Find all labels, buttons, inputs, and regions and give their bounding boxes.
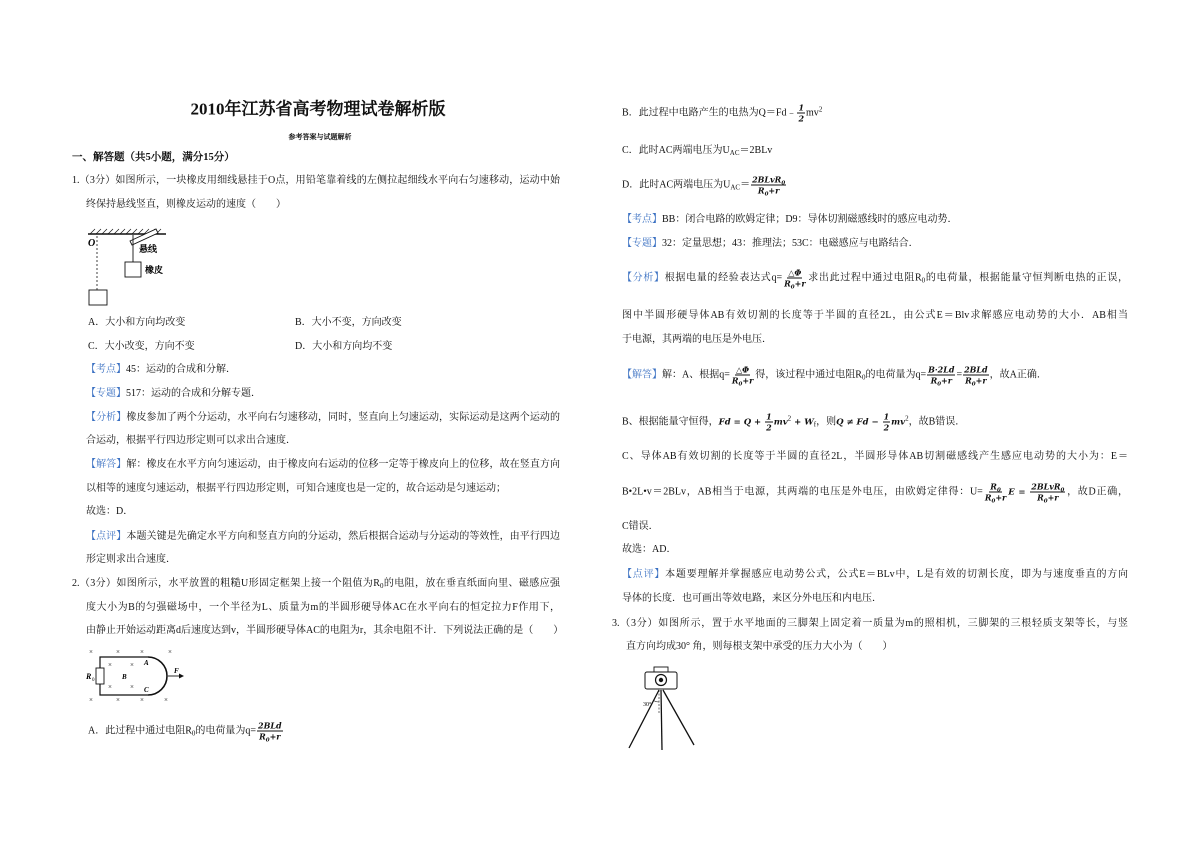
text-run: 得，该过程中通过电阻R [755, 369, 862, 381]
section-tag: 【考点】 [622, 214, 662, 225]
subscript: 0 [937, 381, 942, 388]
subscript: 0 [379, 582, 384, 590]
text-run: 45：运动的合成和分解． [126, 364, 236, 375]
text-run: ，故B错误． [908, 416, 966, 428]
field-cross: × [168, 648, 172, 656]
angle-label: 30° [643, 702, 652, 708]
fraction [927, 365, 955, 386]
q1-option-a: A．大小和方向均改变 [88, 317, 186, 328]
fraction-denominator [258, 732, 281, 742]
field-b-label: B [122, 673, 127, 681]
text-run: 32：定量思想；43：推理法；53C：电磁感应与电路结合． [662, 238, 919, 249]
subscript: f [813, 420, 817, 429]
q2-stem-line-1 [72, 577, 560, 591]
text-run: △Φ [788, 267, 802, 278]
fraction-denominator [964, 376, 987, 386]
text-run: 2 [883, 422, 890, 433]
q1-option-c: C．大小改变，方向不变 [88, 341, 195, 352]
q2-option-b [622, 103, 822, 124]
point-c-label: C [144, 686, 149, 694]
text-run: B．此过程中电路产生的电热为Q＝Fd﹣ [622, 107, 797, 119]
resistor-label: R [86, 672, 92, 681]
subscript: 0 [764, 191, 769, 198]
field-cross: × [108, 683, 112, 691]
field-cross: × [140, 648, 144, 656]
section-tag: 【解答】 [622, 369, 662, 381]
text-run: R [984, 492, 992, 503]
text-run: 1 [766, 411, 772, 422]
q2-option-d [622, 175, 787, 196]
point-a-label: A [144, 659, 149, 667]
text-run: ＝2BLv [739, 145, 773, 156]
fraction [1030, 482, 1065, 503]
fraction-denominator [765, 423, 773, 433]
q2-jieda-line-3 [622, 450, 1128, 464]
text-run: +r [941, 375, 952, 386]
text-run: R [757, 185, 765, 196]
text-run: 2 [798, 113, 805, 124]
subscript: 0 [971, 381, 976, 388]
text-run: A．此过程中通过电阻R [88, 725, 192, 737]
text-run: 解：A、根据q= [662, 369, 730, 381]
camera-lens-center [659, 678, 663, 682]
text-run: +r [768, 185, 780, 196]
fraction [257, 721, 283, 742]
eraser-initial-box [89, 290, 107, 305]
field-cross: × [89, 696, 93, 704]
resistor-label-subscript: 0 [92, 678, 95, 683]
math-run: E = [1008, 487, 1030, 498]
text-run: +r [1047, 492, 1059, 503]
text-run: 3.（3分）如图所示，置于水平地面的三脚架上固定着一质量为m的照相机，三脚架的三根轻质支架等长，与竖 [612, 618, 1128, 629]
string-label: 悬线 [139, 244, 158, 254]
q1-jieda-line-1 [86, 458, 560, 472]
text-run: 度大小为B的匀强磁场中，一个半径为L、质量为m的半圆形硬导体AC在水平向右的恒定拉力F作用下， [86, 602, 560, 613]
fraction-denominator [783, 279, 806, 289]
fraction-numerator [1030, 482, 1065, 493]
q1-eraser-figure [86, 226, 170, 308]
q1-dianping-line-2 [86, 553, 176, 567]
text-run: C错误． [622, 521, 659, 532]
q2-jieda-line-4 [622, 482, 1128, 503]
math-run: mv [891, 417, 906, 428]
q3-stem-line-1 [612, 617, 1128, 631]
text-run: B·2Ld [928, 364, 955, 375]
fraction-numerator [765, 412, 773, 423]
text-run: 根据电量的经验表达式q= [664, 272, 783, 284]
field-cross: × [116, 648, 120, 656]
text-run: 2BLvR [1031, 481, 1061, 492]
eraser-label: 橡皮 [145, 265, 164, 275]
fraction-denominator [757, 186, 780, 196]
superscript: 2 [787, 414, 792, 423]
subscript: 0 [191, 729, 196, 738]
text-run: 本题要理解并掌握感应电动势公式，公式E＝BLv中，L是有效的切割长度，即为与速度垂直的方向 [665, 569, 1129, 580]
text-run: ＝ [740, 179, 751, 191]
text-run: 517：运动的合成和分解专题． [126, 388, 261, 399]
subscript: 0 [781, 180, 786, 187]
text-run: 由静止开始运动距离d后速度达到v，半圆形硬导体AC的电阻为r，其余电阻不计．下列说法正确的是（ ） [86, 625, 564, 636]
text-run: 2BLd [258, 720, 282, 731]
section-tag: 【解答】 [86, 459, 127, 470]
q2-jieda-line-1 [622, 365, 1047, 386]
text-run: R [965, 375, 972, 386]
fraction [765, 412, 773, 433]
q2-jieda-line-2 [622, 412, 965, 433]
q3-tripod-camera-figure [626, 662, 700, 752]
q1-answer [86, 505, 133, 519]
subscript: AC [730, 183, 741, 192]
text-run: 的电荷量为q= [195, 725, 257, 737]
q2-option-c [622, 144, 772, 158]
text-run: B、根据能量守恒得， [622, 416, 719, 428]
field-cross: × [140, 696, 144, 704]
semicircle-conductor [148, 657, 167, 695]
tripod-leg-middle [661, 690, 662, 750]
text-run: +r [975, 375, 987, 386]
subscript: 0 [996, 487, 1001, 494]
fraction [731, 365, 754, 386]
text-run: 的电荷量，根据能量守恒判断电热的正误， [925, 272, 1129, 284]
text-run: 的电荷量为q= [865, 369, 927, 381]
text-run: +r [794, 278, 806, 289]
q2-fenxi-line-2 [622, 309, 1128, 323]
text-run: ，则 [816, 416, 837, 428]
text-run: 终保持悬线竖直，则橡皮运动的速度（ ） [86, 199, 286, 210]
page-subtitle: 参考答案与试题解析 [288, 133, 352, 141]
math-run: Q ≠ Fd − [836, 417, 882, 428]
text-run: 橡皮参加了两个分运动，水平向右匀速移动，同时，竖直向上匀速运动，实际运动是这两个运动的 [126, 412, 561, 423]
fraction-numerator [797, 103, 805, 114]
superscript: 2 [818, 105, 823, 114]
q2-zhuanti [622, 237, 919, 251]
section-tag: 【点评】 [86, 531, 127, 542]
text-run: R [930, 375, 938, 386]
q1-option-b: B．大小不变，方向改变 [295, 317, 402, 328]
section-tag: 【点评】 [622, 569, 666, 580]
resistor-symbol [96, 668, 104, 684]
text-run: 于电源，其两端的电压是外电压． [622, 334, 772, 345]
fraction-numerator [989, 482, 1001, 493]
fraction-numerator [883, 412, 891, 423]
fraction-denominator [797, 114, 805, 124]
text-run: C．此时AC两端电压为U [622, 145, 730, 156]
text-run: +r [995, 492, 1007, 503]
subscript: AC [729, 149, 740, 157]
subscript: 0 [1043, 498, 1048, 505]
point-o-label: O [88, 238, 96, 249]
fraction-denominator [930, 376, 953, 386]
q1-dianping-line-1 [86, 530, 560, 544]
subscript: 0 [991, 498, 996, 505]
angle-arc [654, 701, 660, 702]
field-cross: × [130, 683, 134, 691]
q1-zhuanti [86, 387, 261, 401]
q2-jieda-line-5 [622, 520, 659, 534]
math-run: Fd = Q + [718, 417, 765, 428]
text-run: 解：橡皮在水平方向匀速运动，由于橡皮向右运动的位移一定等于橡皮向上的位移，故在竖直方向 [126, 459, 561, 470]
q2-stem-line-3 [86, 624, 564, 638]
q2-answer [622, 543, 676, 557]
text-run: 本题关键是先确定水平方向和竖直方向的分运动，然后根据合运动与分运动的等效性，由平行四边 [126, 531, 561, 542]
fraction-numerator [257, 721, 283, 732]
q2-fenxi-line-3 [622, 333, 772, 347]
section-tag: 【专题】 [86, 388, 126, 399]
math-run: mv [773, 417, 788, 428]
text-run: BB：闭合电路的欧姆定律；D9：导体切割磁感线时的感应电动势． [662, 214, 958, 225]
text-run: 1.（3分）如图所示，一块橡皮用细线悬挂于O点，用铅笔靠着线的左侧拉起细线水平向右匀速移动，运动中始 [72, 175, 560, 186]
q1-fenxi-line-2 [86, 434, 296, 448]
text-run: ，故A正确． [989, 369, 1047, 381]
eraser-box [125, 262, 141, 277]
q2-dianping-line-1 [622, 568, 1128, 582]
text-run: △Φ [736, 364, 750, 375]
q1-stem-line-1 [72, 174, 560, 188]
subscript: 0 [790, 284, 795, 291]
q1-option-d: D．大小和方向均不变 [295, 341, 393, 352]
text-run: mv [806, 107, 819, 119]
q1-fenxi-line-1 [86, 411, 560, 425]
fraction-numerator [735, 365, 750, 376]
text-run: 故选：AD． [622, 544, 677, 555]
q1-kaodian [86, 363, 236, 377]
fraction-numerator [787, 268, 802, 279]
text-run: R [784, 278, 791, 289]
text-run: B•2L•v＝2BLv，AB相当于电源，其两端的电压是外电压，由欧姆定律得：U= [622, 486, 983, 498]
fraction [783, 268, 806, 289]
text-run: 导体的长度．也可画出等效电路，来区分外电压和内电压． [622, 593, 882, 604]
text-run: 2 [766, 422, 772, 433]
section-tag: 【分析】 [86, 412, 127, 423]
q2-fenxi-line-1 [622, 268, 1128, 289]
subscript: 0 [921, 276, 926, 285]
q2-stem-line-2 [86, 601, 560, 615]
field-cross: × [116, 696, 120, 704]
fraction-denominator [883, 423, 891, 433]
fraction [797, 103, 805, 124]
q2-circuit-figure [86, 645, 186, 705]
fraction-denominator [731, 376, 754, 386]
text-run: 1 [883, 411, 890, 422]
text-run: R [1037, 492, 1044, 503]
text-run: ，故D正确， [1066, 486, 1128, 498]
text-run: +r [269, 731, 281, 742]
text-run: 求出此过程中通过电阻R [807, 272, 922, 284]
field-cross: × [164, 696, 168, 704]
q1-stem-line-2 [86, 198, 286, 212]
superscript: 2 [905, 414, 909, 423]
text-run: C、导体AB有效切割的长度等于半圆的直径2L，半圆形导体AB切割磁感线产生感应电动势的大小为：E＝ [622, 451, 1128, 462]
section-tag: 【考点】 [86, 364, 126, 375]
text-run: 2.（3分）如图所示，水平放置的粗糙U形固定框架上接一个阻值为R [72, 578, 380, 589]
field-cross: × [108, 661, 112, 669]
field-cross: × [89, 648, 93, 656]
q2-option-a [88, 721, 284, 742]
tripod-leg-right [663, 690, 694, 745]
fraction-denominator [984, 493, 1007, 503]
text-run: R [990, 481, 997, 492]
q3-stem-line-2 [626, 640, 893, 654]
text-run: 2BLd [964, 364, 988, 375]
text-run: 直方向均成30° 角，则每根支架中承受的压力大小为（ ） [626, 641, 893, 652]
text-run: 2BLvR [752, 174, 782, 185]
field-cross: × [130, 661, 134, 669]
text-run: R [259, 731, 266, 742]
text-run: = [956, 369, 963, 381]
fraction [963, 365, 989, 386]
text-run: 1 [798, 102, 805, 113]
force-f-label: F [174, 667, 179, 675]
text-run: 以相等的速度匀速运动，根据平行四边形定则，可知合速度也是一定的，故合运动是匀速运动； [86, 483, 506, 494]
subscript: 0 [861, 373, 866, 382]
fraction-numerator [751, 175, 786, 186]
text-run: R [731, 375, 739, 386]
fraction [984, 482, 1007, 503]
force-arrow-head [179, 674, 184, 679]
section-tag: 【专题】 [622, 238, 662, 249]
text-run: 合运动，根据平行四边形定则可以求出合速度． [86, 435, 296, 446]
text-run: 图中半圆形硬导体AB有效切割的长度等于半圆的直径2L，由公式E＝Blv求解感应电动势的大小．AB相当 [622, 310, 1128, 321]
q1-jieda-line-2 [86, 482, 506, 496]
fraction [883, 412, 891, 433]
text-run: 故选：D． [86, 506, 134, 517]
fraction-numerator [963, 365, 989, 376]
math-run: + W [791, 417, 814, 428]
section-tag: 【分析】 [622, 272, 665, 284]
fraction-denominator [1036, 493, 1059, 503]
subscript: 0 [265, 737, 270, 744]
text-run: +r [742, 375, 754, 386]
tripod-leg-left [629, 690, 659, 748]
q2-dianping-line-2 [622, 592, 882, 606]
fraction [751, 175, 786, 196]
section-heading: 一、解答题（共5小题，满分15分） [72, 152, 235, 163]
text-run: 形定则求出合速度． [86, 554, 176, 565]
q2-kaodian [622, 213, 958, 227]
page-title: 2010年江苏省高考物理试卷解析版 [190, 99, 446, 119]
fraction-numerator [927, 365, 955, 376]
subscript: 0 [738, 381, 743, 388]
text-run: D．此时AC两端电压为U [622, 179, 731, 191]
subscript: 0 [1060, 487, 1065, 494]
text-run: 的电阻，放在垂直纸面向里、磁感应强 [383, 578, 560, 589]
